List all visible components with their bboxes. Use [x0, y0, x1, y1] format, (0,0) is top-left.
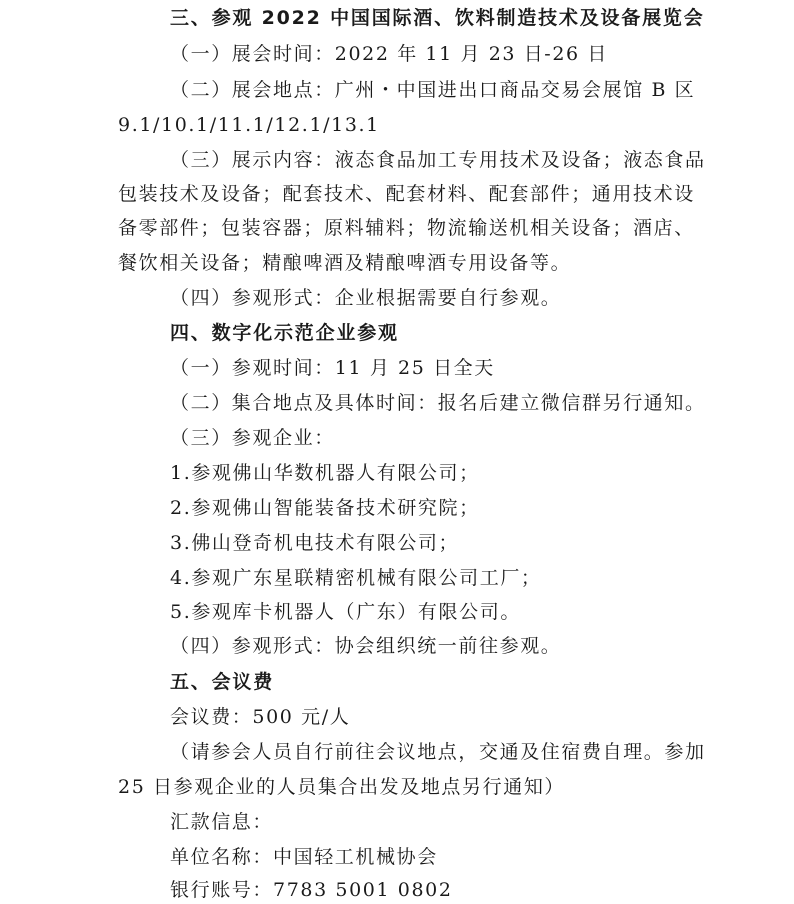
meeting-point: （二）集合地点及具体时间：报名后建立微信群另行通知。 — [170, 392, 706, 414]
fee-note-line-1: （请参会人员自行前往会议地点，交通及住宿费自理。参加 — [170, 741, 706, 763]
expo-location-line-1: （二）展会地点：广州・中国进出口商品交易会展馆 B 区 — [170, 79, 696, 101]
company-item: 5.参观库卡机器人（广东）有限公司。 — [170, 601, 521, 623]
section-5-heading: 五、会议费 — [170, 671, 275, 693]
expo-content-line-1: （三）展示内容：液态食品加工专用技术及设备；液态食品 — [170, 149, 706, 171]
expo-visit-form: （四）参观形式：企业根据需要自行参观。 — [170, 287, 562, 309]
expo-content-line-2: 包装技术及设备；配套技术、配套材料、配套部件；通用技术设 — [118, 183, 695, 205]
section-4-heading: 四、数字化示范企业参观 — [170, 322, 399, 344]
expo-location-line-2: 9.1/10.1/11.1/12.1/13.1 — [118, 114, 380, 136]
companies-label: （三）参观企业： — [170, 427, 335, 449]
expo-content-line-3: 备零部件；包装容器；原料辅料；物流输送机相关设备；酒店、 — [118, 217, 695, 239]
section-3-heading: 三、参观 2022 中国国际酒、饮料制造技术及设备展览会 — [170, 7, 705, 29]
company-visit-form: （四）参观形式：协会组织统一前往参观。 — [170, 635, 562, 657]
fee-note-line-2: 25 日参观企业的人员集合出发及地点另行通知） — [118, 776, 566, 798]
company-item: 4.参观广东星联精密机械有限公司工厂； — [170, 567, 542, 589]
unit-name: 单位名称：中国轻工机械协会 — [170, 846, 438, 868]
visit-time: （一）参观时间：11 月 25 日全天 — [170, 357, 495, 379]
conference-fee: 会议费：500 元/人 — [170, 706, 351, 728]
company-item: 3.佛山登奇机电技术有限公司； — [170, 532, 460, 554]
remittance-label: 汇款信息： — [170, 811, 274, 833]
company-item: 1.参观佛山华数机器人有限公司； — [170, 462, 480, 484]
expo-time: （一）展会时间：2022 年 11 月 23 日-26 日 — [170, 43, 608, 65]
company-item: 2.参观佛山智能装备技术研究院； — [170, 497, 480, 519]
expo-content-line-4: 餐饮相关设备；精酿啤酒及精酿啤酒专用设备等。 — [118, 252, 572, 274]
bank-account: 银行账号：7783 5001 0802 — [170, 879, 453, 901]
